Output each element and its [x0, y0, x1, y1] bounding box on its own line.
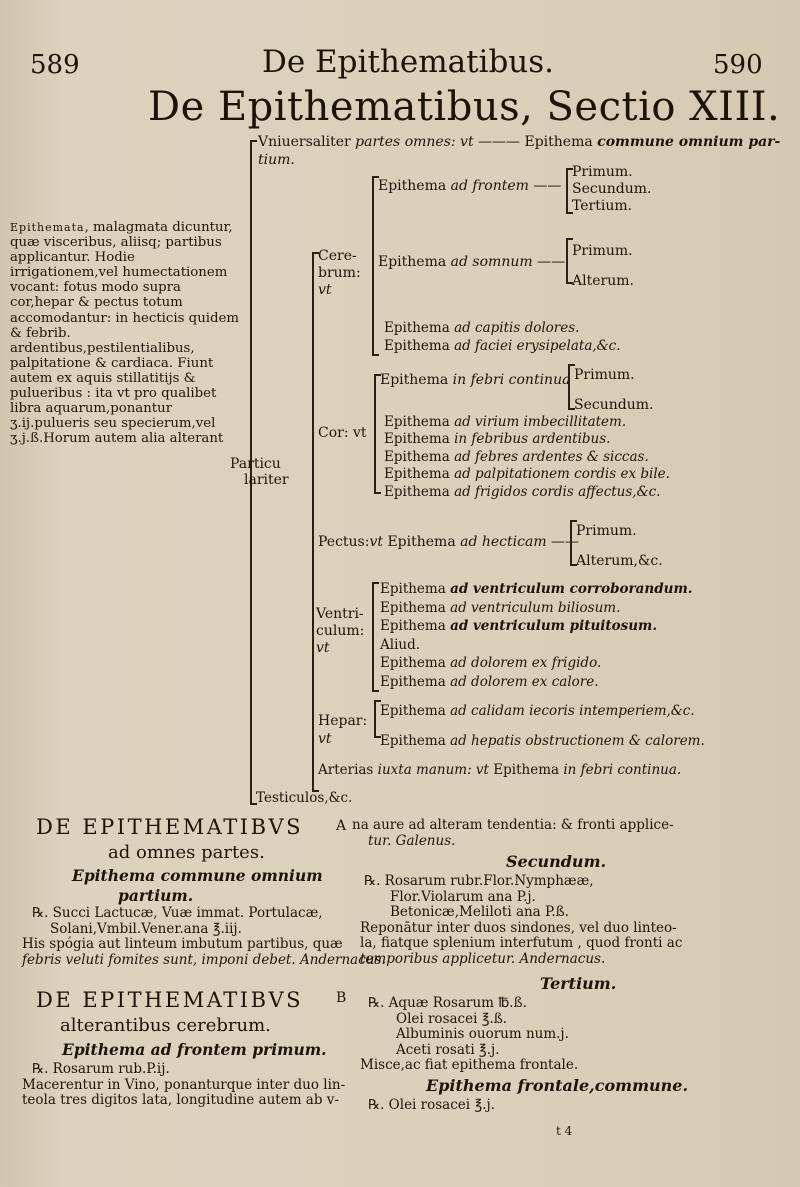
epithema-frontem: Epithema ad frontem —— [378, 178, 562, 194]
recipe-text-2: ℞. Rosarum rub.P.ij. Macerentur in Vino, ponanturque inter duo lin- teola tres digitos lata, longitudine autem ab v- [22, 1061, 346, 1109]
arterias-line: Arterias iuxta manum: vt Epithema in febri continua. [318, 762, 682, 778]
recipe-title-1-cont: partium. [118, 886, 194, 905]
testiculos-line: Testiculos,&c. [256, 790, 353, 806]
hepar-item: Epithema ad hepatis obstructionem & calorem. [380, 733, 705, 749]
right-text-1: na aure ad alteram tendentia: & fronti applice- tur. Galenus. [352, 817, 674, 849]
pectus-items: Primum. Alterum,&c. [576, 523, 663, 569]
somnum-brace [566, 238, 568, 284]
particular-brace [312, 252, 314, 792]
hepar-label: Hepar: vt [318, 713, 368, 747]
lariter-label: lariter [244, 472, 289, 488]
frontem-items: Primum. Secundum. Tertium. [572, 164, 652, 214]
intro-paragraph [10, 220, 246, 446]
recipe-tertium-title: Tertium. [540, 974, 617, 993]
page-number-left: 589 [30, 50, 80, 80]
cerebrum-label: Cere- brum: vt [318, 248, 361, 298]
cor-label: Cor: vt [318, 425, 367, 441]
epithema-somnum: Epithema ad somnum —— [378, 254, 566, 270]
somnum-items: Primum. Alterum. [572, 243, 634, 289]
intro-initial-word: Epithemata [10, 221, 85, 234]
recipe-secundum-text: ℞. Rosarum rubr.Flor.Nymphææ, Flor.Violarum ana P.j. Betonicæ,Meliloti ana P.ß. Reponātur inter duos sindones, vel duo linteo- la, fiatque splenium interfutum , quod fronti ac temporibus applicetur. Andernacus. [360, 873, 683, 967]
cor-brace [374, 374, 376, 494]
febri-items: Primum. Secundum. [574, 367, 654, 413]
intro-text: , malagmata dicuntur, quæ visceribus, aliisq; partibus applicantur. Hodie irrigationem,vel humectationem vocant: fotus modo supra cor,hepar & pectus totum accomodantur: in hecticis quidem & febrib. ardentibus,pestilentialibus, palpitatione & cardiaca. Fiunt autem ex aquis stillatitijs & pulueribus : ita vt pro qualibet libra aquarum,ponantur ʒ.ij.pulueris seu specierum,vel ʒ.j.ß.Horum autem alia alterant [10, 220, 240, 447]
recipe-frontale-title: Epithema frontale,commune. [426, 1076, 689, 1095]
running-head-title: De Epithematibus. [262, 44, 555, 80]
ventriculum-item: Epithema ad ventriculum biliosum. [380, 599, 621, 616]
recipe-text-1: ℞. Succi Lactucæ, Vuæ immat. Portulacæ, Solani,Vmbil.Vener.ana ℥.iij. His spógia aut linteum imbutum partibus, quæ febris veluti fomites sunt, imponi debet. Andernacus. [22, 905, 386, 968]
section-heading-1: DE EPITHEMATIBVS [36, 815, 304, 839]
section-heading-2: DE EPITHEMATIBVS [36, 988, 304, 1012]
section-subheading-1: ad omnes partes. [108, 842, 265, 863]
page-title: De Epithematibus, Sectio XIII. [148, 84, 781, 130]
recipe-secundum-title: Secundum. [506, 852, 607, 871]
hepar-item: Epithema ad calidam iecoris intemperiem,&c. [380, 703, 695, 719]
ventriculum-brace [372, 582, 374, 692]
frontem-brace [566, 168, 568, 214]
scheme-universal-cont: tium. [258, 152, 295, 168]
epithema-capitis: Epithema ad capitis dolores. [384, 320, 580, 336]
pectus-line: Pectus:vt Epithema ad hecticam —— [318, 534, 580, 550]
cor-item: Epithema ad frigidos cordis affectus,&c. [384, 483, 661, 500]
cerebrum-brace [372, 176, 374, 356]
hepar-items [380, 696, 705, 756]
ventriculum-items [380, 580, 692, 691]
margin-marker-a: A [336, 818, 347, 834]
febri-brace [568, 364, 570, 410]
ventriculum-item: Epithema ad ventriculum pituitosum. [380, 618, 658, 634]
cor-item: Epithema ad palpitationem cordis ex bile. [384, 466, 670, 483]
ventriculum-item: Epithema ad dolorem ex frigido. [380, 655, 602, 671]
recipe-tertium-text: ℞. Aquæ Rosarum ℔.ß. Olei rosacei ℥.ß. Albuminis ouorum num.j. Aceti rosati ℥.j. Misce,ac fiat epithema frontale. [360, 995, 579, 1074]
signature-mark: t 4 [556, 1124, 573, 1138]
epithema-faciei: Epithema ad faciei erysipelata,&c. [384, 338, 621, 354]
recipe-title-2: Epithema ad frontem primum. [62, 1040, 327, 1059]
margin-marker-b: B [336, 990, 347, 1006]
ventriculum-item: Epithema ad dolorem ex calore. [380, 673, 599, 690]
ventriculum-item: Epithema ad ventriculum corroborandum. [380, 581, 693, 597]
hepar-brace [374, 700, 376, 738]
cor-item: Epithema in febribus ardentibus. [384, 431, 611, 448]
recipe-title-1: Epithema commune omnium [72, 866, 323, 885]
cor-items [384, 414, 670, 501]
scheme-universal: Vniuersaliter partes omnes: vt ——— Epithema commune omnium par- [258, 134, 781, 150]
recipe-frontale-text: ℞. Olei rosacei ℥.j. [368, 1097, 495, 1113]
pectus-brace [570, 520, 572, 566]
ventriculum-label: Ventri- culum: vt [316, 606, 365, 656]
cor-item: Epithema ad virium imbecillitatem. [384, 414, 627, 430]
epithema-febri: Epithema in febri continua [380, 372, 571, 388]
section-subheading-2: alterantibus cerebrum. [60, 1015, 271, 1036]
ventriculum-item: Aliud. [380, 636, 421, 653]
page-number-right: 590 [713, 50, 763, 80]
particu-label: Particu [230, 456, 281, 472]
cor-item: Epithema ad febres ardentes & siccas. [384, 448, 649, 465]
